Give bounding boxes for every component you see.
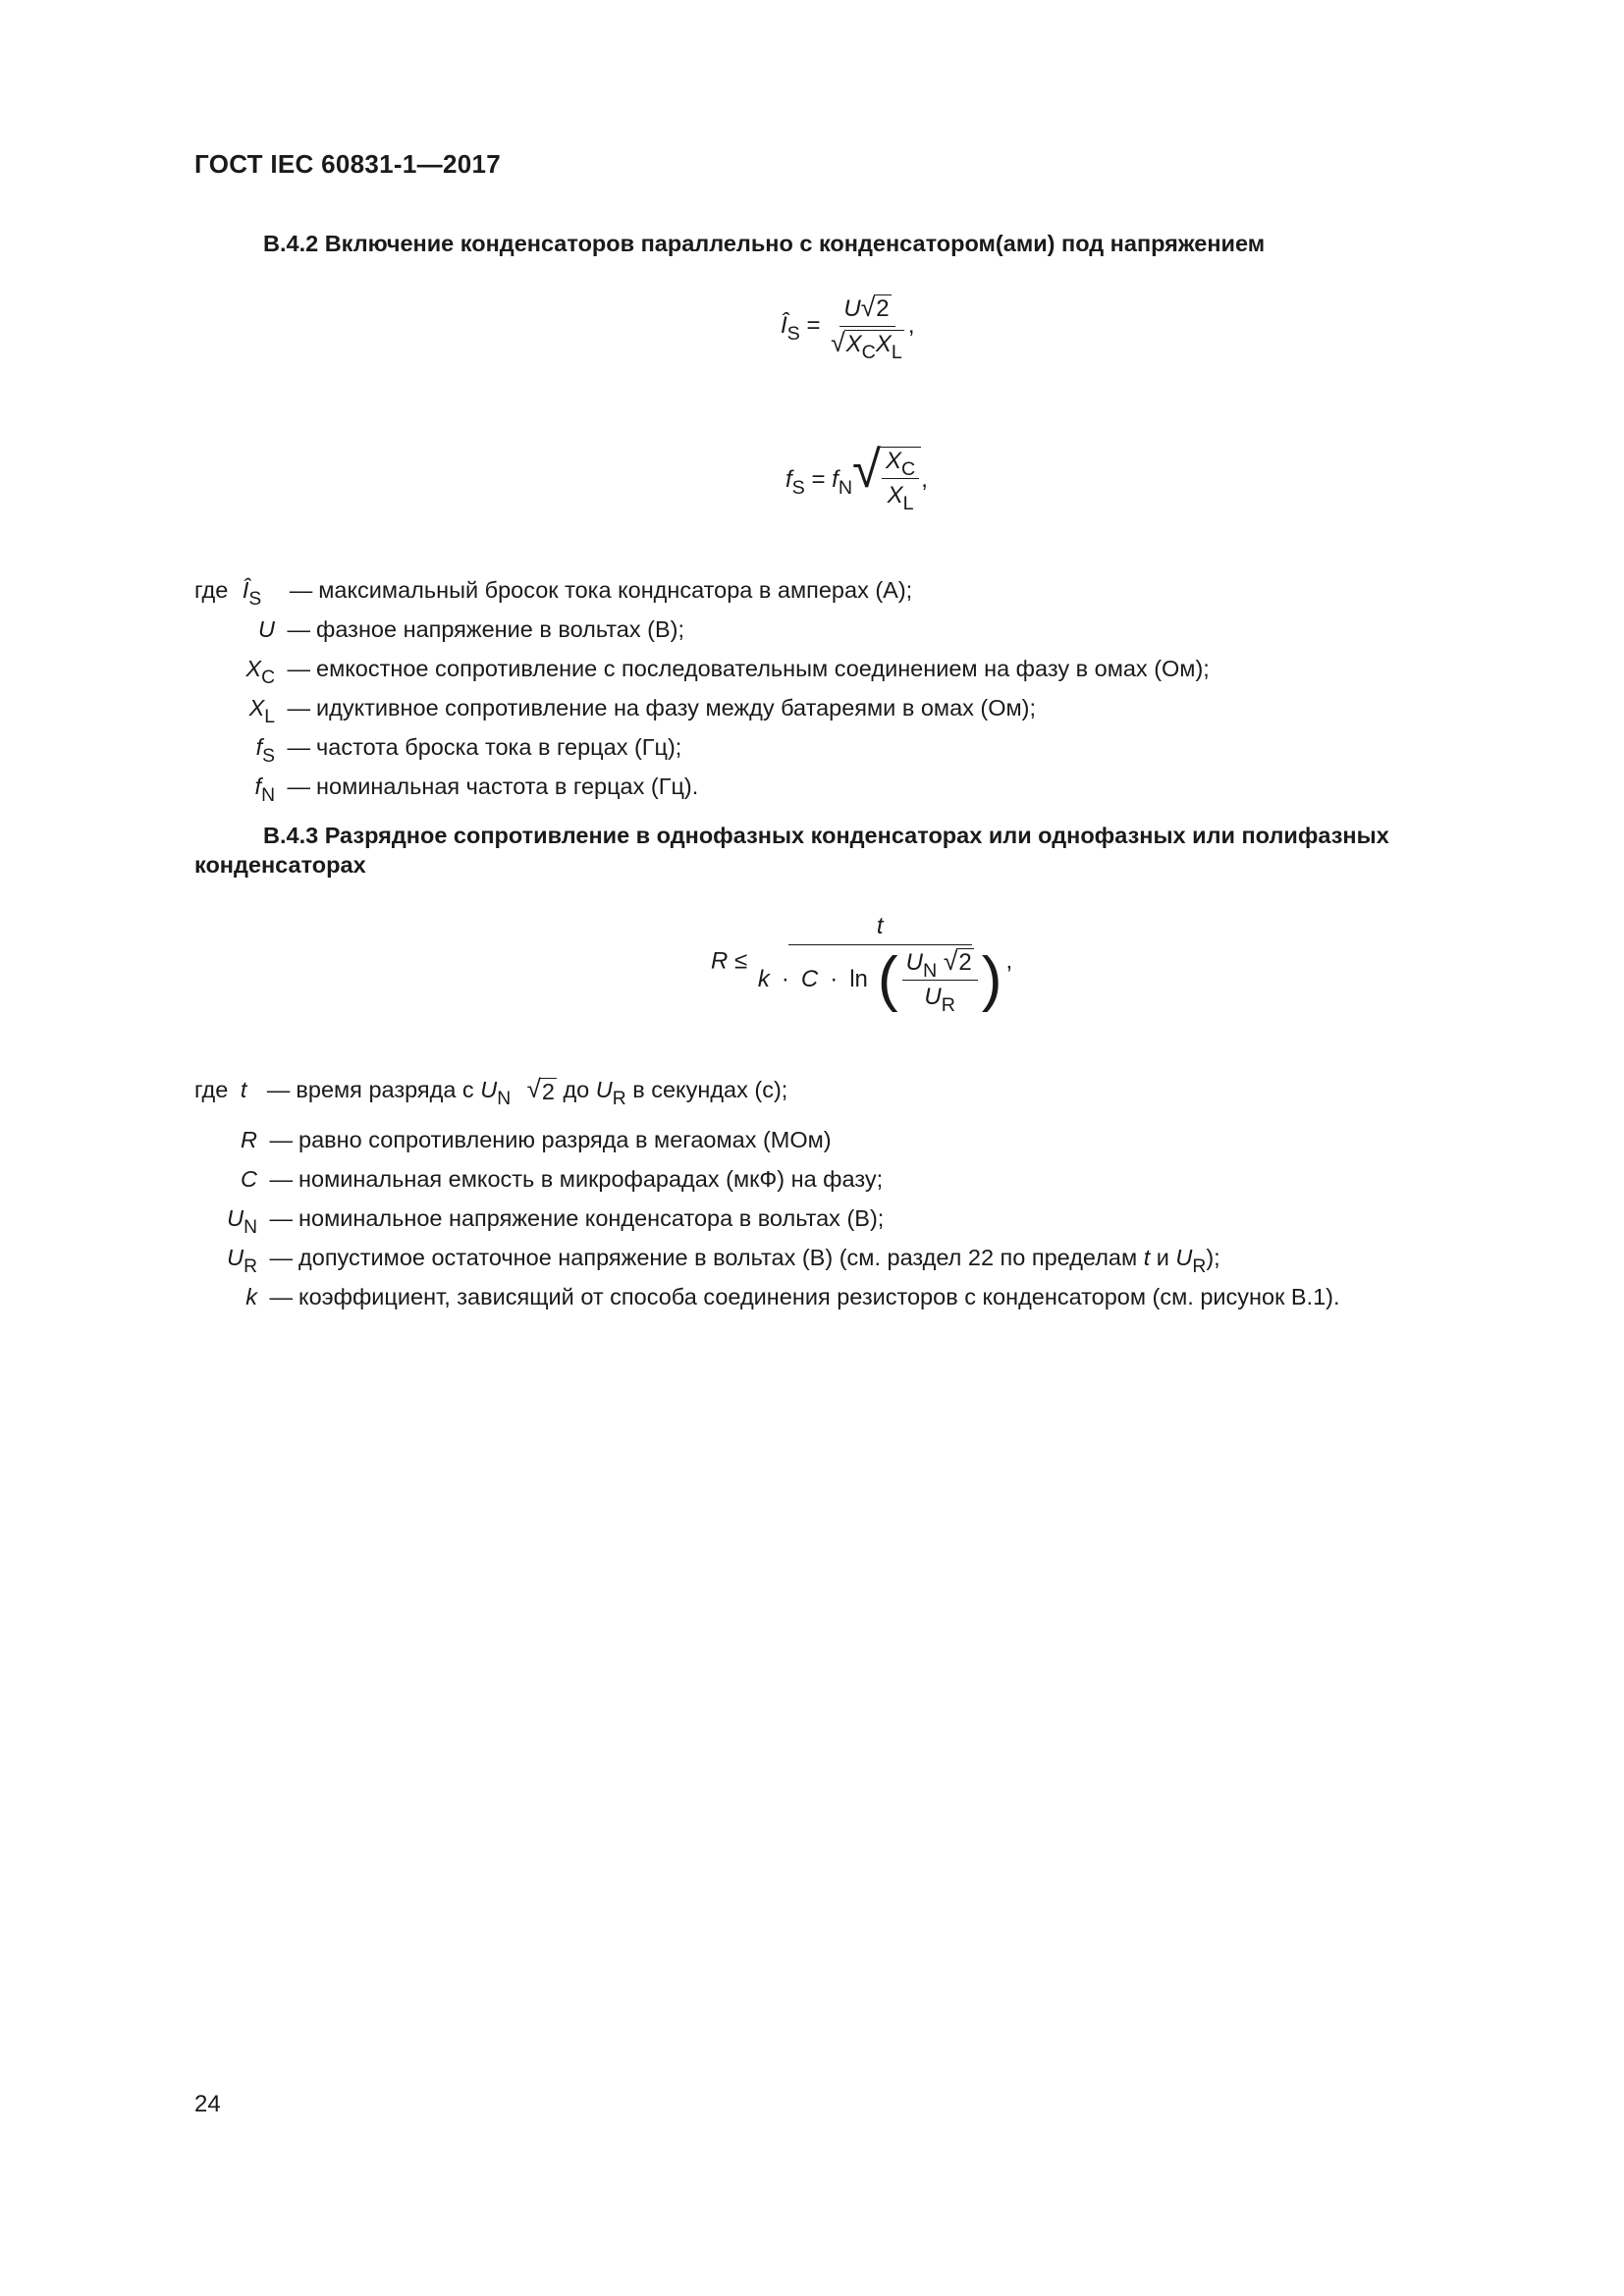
formula2-den: X [887, 481, 903, 508]
formula3-inner-num-sub: N [923, 960, 938, 983]
dash: — [287, 774, 311, 799]
def-inline-symbol: U [1175, 1245, 1193, 1270]
formula3-dot: · [830, 966, 839, 992]
formula1-root: 2 [876, 295, 890, 322]
formula2-f: f [832, 466, 839, 493]
section-title-b42: В.4.2 Включение конденсаторов параллельно с конденсатором(ами) под напряжением [263, 231, 1266, 256]
formula1-den-b: X [875, 331, 892, 357]
formula1-trail: , [907, 311, 915, 339]
definition-row [194, 734, 682, 768]
formula3-k: k [757, 966, 770, 992]
formula3-le: ≤ [728, 947, 754, 975]
definition-row [194, 1076, 788, 1110]
definition-row [194, 1166, 883, 1193]
definition-row [194, 577, 913, 611]
definition-row [194, 695, 1037, 728]
def-symbol: R [241, 1127, 257, 1152]
def-symbol-sub: C [261, 667, 275, 689]
def-inline-symbol-sub: R [1192, 1256, 1207, 1278]
formula3-trail: , [1005, 947, 1013, 975]
def-text: фазное напряжение в вольтах (В); [316, 616, 684, 642]
formula2-eq: = [804, 466, 833, 493]
formula3-inner-fraction [902, 946, 978, 1017]
dash: — [269, 1127, 294, 1152]
def-symbol-sub: N [261, 785, 275, 807]
formula1-num: U [843, 295, 861, 322]
dash: — [269, 1205, 294, 1231]
dash: — [287, 695, 311, 721]
def-symbol: U [258, 616, 275, 642]
def-symbol-sub: R [244, 1256, 257, 1278]
definition-row [194, 1284, 1340, 1310]
formula3-c: C [800, 966, 819, 992]
formula-inrush-frequency [785, 441, 928, 515]
formula2-fraction [882, 448, 919, 515]
def-symbol: U [227, 1205, 244, 1231]
def-inline-symbol-sub: N [497, 1089, 512, 1110]
formula2-num: X [886, 448, 902, 474]
sqrt-sign: √ $X_CX_L$ [831, 328, 902, 364]
dash: — [289, 577, 313, 603]
formula1-den-a-sub: C [861, 342, 876, 364]
formula-inrush-current [781, 293, 915, 364]
dash: — [287, 616, 311, 642]
def-text: номинальная частота в герцах (Гц). [316, 774, 699, 799]
definition-row [194, 656, 1210, 689]
formula3-inner-root: 2 [958, 949, 972, 976]
dash: — [269, 1245, 294, 1270]
definition-row [194, 774, 699, 807]
sqrt-sign: √ 2 [943, 946, 972, 976]
definition-row [194, 1245, 1220, 1278]
formula3-num: t [876, 913, 884, 939]
formula-discharge-resistance [711, 913, 1013, 1017]
def-symbol: f [255, 734, 263, 760]
def-text: до [563, 1077, 590, 1102]
def-text: коэффициент, зависящий от способа соединения резисторов с конденсатором (см. рисунок В.1). [298, 1284, 1340, 1309]
formula3-ln: ln [849, 966, 868, 992]
formula1-den-a: X [845, 331, 862, 357]
def-text: время разряда с [296, 1077, 474, 1102]
formula3-inner-den-sub: R [941, 994, 955, 1017]
left-paren: ( [877, 944, 898, 1013]
dash: — [269, 1284, 294, 1309]
def-symbol: k [245, 1284, 257, 1309]
definition-row [194, 1205, 885, 1239]
page-number: 24 [194, 2091, 221, 2117]
def-inline-symbol: t [1143, 1245, 1151, 1270]
section-title-b43-line2: конденсаторах [194, 852, 366, 878]
formula1-den-b-sub: L [891, 342, 902, 364]
formula2-den-sub: L [902, 493, 914, 515]
formula3-dot: · [781, 966, 789, 992]
def-text: номинальное напряжение конденсатора в вольтах (В); [298, 1205, 885, 1231]
def-text: допустимое остаточное напряжение в вольтах (В) (см. раздел 22 по пределам [298, 1245, 1138, 1270]
def-inline-symbol-sub: R [612, 1089, 626, 1110]
def-text: равно сопротивлению разряда в мегаомах (МОм) [298, 1127, 832, 1152]
def-symbol: X [245, 656, 262, 681]
formula3-lhs: R [711, 947, 729, 975]
def-inline-root: 2 [541, 1079, 555, 1104]
where-label: где [194, 577, 229, 603]
def-text: ); [1206, 1245, 1220, 1270]
def-text: и [1156, 1245, 1169, 1270]
def-text: максимальный бросок тока конднсатора в амперах (А); [318, 577, 913, 603]
def-symbol: X [248, 695, 265, 721]
formula1-eq: = [799, 311, 828, 339]
formula1-fraction [827, 293, 908, 364]
formula3-inner-num: U [905, 949, 924, 976]
definition-row [194, 1127, 832, 1153]
def-symbol-sub: L [264, 707, 275, 728]
def-symbol: C [241, 1166, 257, 1192]
section-title-b43-line1: В.4.3 Разрядное сопротивление в однофазных конденсаторах или однофазных или полифазных [263, 823, 1389, 848]
formula2-num-sub: C [901, 458, 916, 481]
def-text: в секундах (с); [632, 1077, 788, 1102]
definition-row [194, 616, 684, 643]
dash: — [266, 1077, 291, 1102]
formula3-fraction [754, 913, 1006, 1017]
where-label: где [194, 1077, 229, 1102]
def-symbol: Î [242, 577, 249, 603]
sqrt-sign: √ 2 [526, 1076, 555, 1104]
dash: — [269, 1166, 294, 1192]
formula1-lhs: Î [781, 311, 787, 339]
formula3-inner-den: U [924, 984, 942, 1010]
right-paren: ) [981, 944, 1002, 1013]
sqrt-sign: √ $\frac{X_C}{X_L}$ [852, 447, 921, 508]
formula1-lhs-sub: S [786, 323, 800, 346]
def-inline-symbol: U [480, 1077, 498, 1102]
dash: — [287, 656, 311, 681]
def-text: емкостное сопротивление с последовательным соединением на фазу в омах (Ом); [316, 656, 1210, 681]
dash: — [287, 734, 311, 760]
def-symbol-sub: S [262, 746, 275, 768]
def-symbol: U [227, 1245, 244, 1270]
def-text: номинальная емкость в микрофарадах (мкФ) на фазу; [298, 1166, 884, 1192]
formula2-trail: , [921, 466, 928, 493]
def-text: частота броска тока в герцах (Гц); [316, 734, 682, 760]
sqrt-sign: √ 2 [860, 293, 890, 322]
document-header: ГОСТ IEC 60831-1—2017 [194, 149, 501, 179]
def-symbol-sub: S [248, 589, 262, 611]
formula2-lhs-sub: S [791, 477, 805, 500]
formula2-f-sub: N [838, 477, 853, 500]
def-inline-symbol: U [595, 1077, 613, 1102]
def-symbol: f [254, 774, 262, 799]
formula2-lhs: f [785, 466, 792, 493]
def-symbol-sub: N [244, 1217, 257, 1239]
def-symbol: t [240, 1077, 247, 1102]
def-text: идуктивное сопротивление на фазу между батареями в омах (Ом); [316, 695, 1037, 721]
